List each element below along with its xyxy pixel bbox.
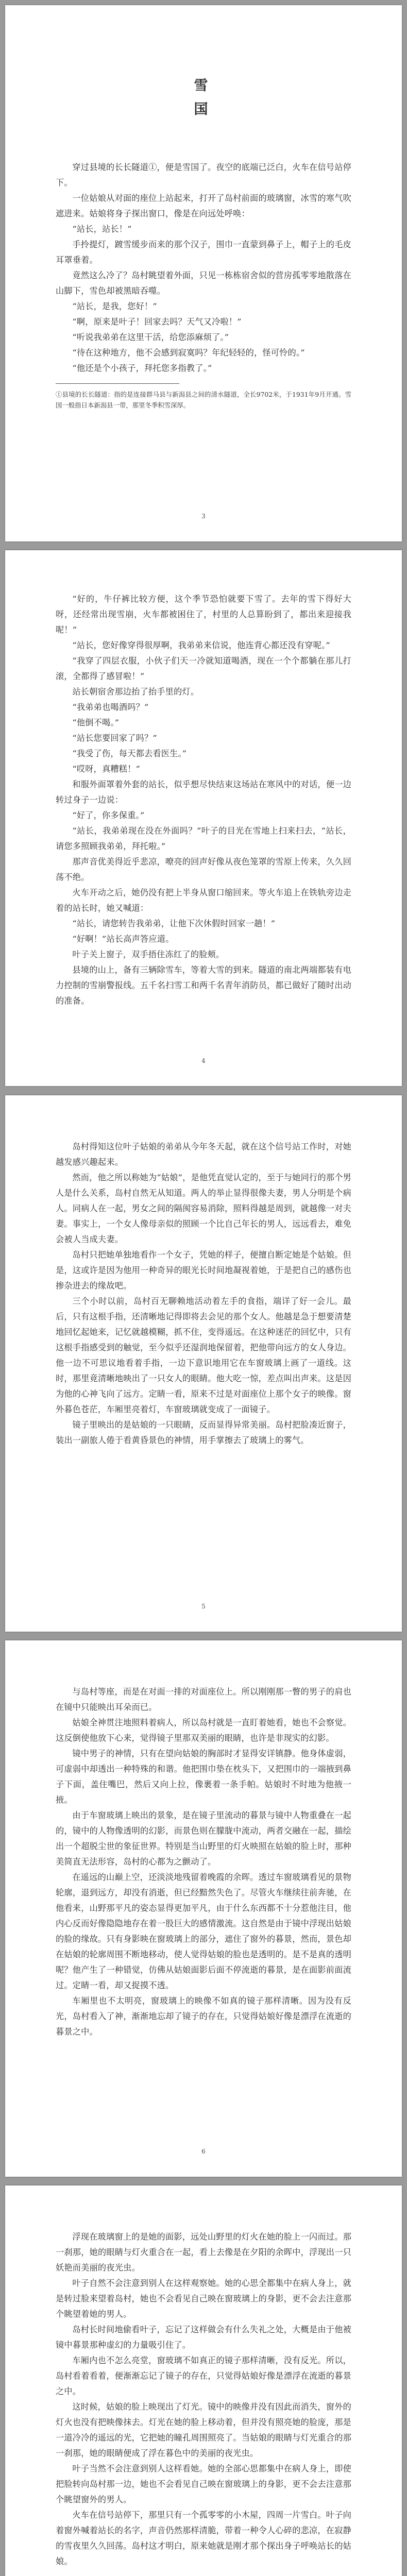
paragraph: “站长，您好像穿得很厚啊，我弟弟来信说，他连背心都还没有穿呢。” [72, 640, 330, 650]
footnote: ①县境的长长隧道：指的是连接群马县与新潟县之间的清水隧道，全长9702米，于1931年9月开通。雪国一般指日本新潟县一带，那里冬季积雪深厚。 [56, 391, 351, 409]
paragraph: “站长您要回家了吗？” [72, 733, 157, 743]
paragraph: 与岛村等座，而是在对面一排的对面座位上。所以刚刚那一瞥的男子的肩也在镜中只能映出耳朵而已。 [56, 1687, 351, 1712]
paragraph: “待在这种地方，他不会感到寂寞吗？年纪轻轻的，怪可怜的。” [72, 348, 305, 358]
paragraph: “站长，站长！” [72, 224, 132, 234]
paragraph: 那声音优美得近乎悲凉，嘹亮的回声好像从夜色笼罩的雪原上传来，久久回荡不绝。 [56, 857, 351, 882]
page-number: 6 [201, 2148, 206, 2155]
paragraph: “站长，请您转告我弟弟，让他下次休假时回家一趟！” [72, 919, 276, 928]
paragraph: 车厢里也不太明亮，窗玻璃上的映像不如真的镜子那样清晰。因为没有反光，岛村看入了神，渐渐地忘却了镜子的存在，只觉得姑娘好像是漂浮在流逝的暮景之中。 [56, 1996, 351, 2037]
document-page-2 [5, 550, 402, 1086]
paragraph: 手拎提灯，踱雪缓步而来的那个汉子，围巾一直蒙到鼻子上，帽子上的毛皮耳罩垂着。 [56, 240, 351, 265]
footnote-divider [56, 383, 179, 384]
page-number: 3 [201, 513, 206, 520]
paragraph: 岛村得知这位叶子姑娘的弟弟从今年冬天起，就在这个信号站工作时，对她越发感兴趣起来。 [56, 1142, 351, 1167]
paragraph: “好了，你多保重。” [72, 810, 145, 820]
paragraph: 一位姑娘从对面的座位上站起来，打开了岛村前面的玻璃窗，冰雪的寒气吹遮进来。姑娘将身子探出窗口，像是在向远处呼唤： [56, 193, 351, 218]
paragraph: 镜中男子的神情，只有在望向姑娘的胸部时才显得安详镇静。他身体虚弱，可虚弱中却透出一种特殊的和谐。他把围巾垫在枕头下，又把围巾的一端掖到鼻子下面，盖住嘴巴，然后又向上拉，像裹着一条手帕。姑娘时不时地为他掖一掖。 [56, 1749, 351, 1805]
paragraph: 镜子里映出的是姑娘的一只眼睛，反而显得异常美丽。岛村把脸凑近窗子，装出一副旅人倦于看黄昏景色的神情，用手掌擦去了玻璃上的雾气。 [56, 1420, 351, 1445]
paragraph: “站长，是我，您好！” [72, 301, 157, 311]
paragraph: 和服外面罩着外套的站长，似乎想尽快结束这场站在寒风中的对话，便一边转过身子一边说： [56, 779, 351, 805]
paragraph: “好的，牛仔裤比较方便，这个季节恐怕就要下雪了。去年的雪下得好大呀，还经常出现雪崩，火车都被困住了，村里的人总算盼到了，都出来迎接我呢！” [56, 594, 351, 635]
paragraph: “站长，我弟弟现在没在外面吗？”叶子的目光在雪地上扫来扫去，“站长，请您多照顾我弟弟，拜托啦。” [56, 826, 351, 851]
page-number: 4 [201, 1057, 206, 1064]
paragraph: “我穿了四层衣服，小伙子们天一冷就知道喝酒，现在一个个都躺在那儿打滚，全都得了感冒啦！” [56, 656, 351, 681]
page-number: 5 [201, 1603, 206, 1610]
paragraph: “他还是个小孩子，拜托您多指教了。” [72, 363, 212, 373]
paragraph: 站长朝宿舍那边抬了抬手里的灯。 [72, 687, 199, 697]
paragraph: “我受了伤，每天都去看医生。” [72, 749, 187, 758]
paragraph: “好啊！”站长高声答应道。 [72, 934, 174, 944]
paragraph: 叶子当然不会注意到别人这样看她。她的全部心思都集中在病人身上，即使把脸转向岛村那一边，她也不会看见自己映在窗玻璃上的身影，更不会去注意那个眺望窗外的男人。 [56, 2464, 351, 2504]
paragraph: 车厢内也不怎么亮堂，窗玻璃不如真正的镜子那样清晰，没有反光。所以，岛村看着看着，便渐渐忘记了镜子的存在，只觉得姑娘好像是漂浮在流逝的暮景之中。 [56, 2355, 351, 2396]
paragraph: 然而，他之所以称她为“姑娘”，是他凭直觉认定的，至于与她同行的那个男人是什么关系，岛村自然无从知道。两人的举止显得很像夫妻，男人分明是个病人。同病人在一起，男女之间的隔阂容易消除，照料得越是周到，就越像一对夫妻。事实上，一个女人像母亲似的照顾一个比自己年长的男人，远远看去，难免会被人当成夫妻。 [56, 1173, 351, 1244]
paragraph: 叶子自然不会注意到别人在这样观察她。她的心思全都集中在病人身上，就是转过脸来望着岛村，她也不会看见自己映在窗玻璃上的身影，更不会去注意那个眺望着她的男人。 [56, 2278, 351, 2319]
paragraph: 在遥远的山巅上空，还淡淡地残留着晚霞的余晖。透过车窗玻璃看见的景物轮廓，退到远方，却没有消逝，但已经黯然失色了。尽管火车继续往前奔驰，在他看来，山野那平凡的姿态显得更加平凡，由于什么东西都不十分惹他注目，他内心反而好像隐隐地存在着一股巨大的感情激流。这自然是由于镜中浮现出姑娘的脸的缘故。只有身影映在窗玻璃上的部分，遮住了窗外的暮景，然而，景色却在姑娘的轮廓周围不断地移动，使人觉得姑娘的脸也是透明的。是不是真的透明呢？他产生了一种错觉，仿佛从姑娘面影后面不停流逝的暮景，是在面影前面流过。定睛一看，却又捉摸不透。 [56, 1872, 351, 1990]
paragraph: “啊，原来是叶子！回家去吗？天气又冷啦！” [72, 317, 242, 327]
document-page-1 [5, 5, 402, 541]
paragraph: 岛村只把她单独地看作一个女子，凭她的样子，便擅自断定她是个姑娘。但是，这或许是因为他用一种奇异的眼光长时间地凝视着她，于是把自己的感伤也掺杂进去的缘故吧。 [56, 1250, 351, 1291]
paragraph: 这时候，姑娘的脸上映现出了灯光。镜中的映像并没有因此而消失，窗外的灯火也没有把映像抹去。灯光在她的脸上移动着，但并没有照亮她的脸庞，那是一道冷冷的遥远的光，它把她的瞳孔周围照亮了。当姑娘的眼睛与灯光重合的那一刹那，她的眼睛便成了浮在暮色中的美丽的夜光虫。 [56, 2402, 351, 2458]
document-page-3 [5, 1095, 402, 1632]
paragraph: 由于车窗玻璃上映出的景象，是在镜子里流动的暮景与镜中人物重叠在一起的，镜中的人物像透明的幻影，而景色则在朦胧中流动，两者交融在一起，描绘出一个超脱尘世的象征世界。特别是当山野里的灯火映照在姑娘的脸上时，那种美简直无法形容，岛村的心都为之颤动了。 [56, 1810, 351, 1867]
document-page-4 [5, 1640, 402, 2177]
paragraph: 岛村长时间地偷看叶子，忘记了这样做会有什么失礼之处，大概是由于他被镜中暮景那种虚幻的力量吸引住了。 [56, 2325, 351, 2350]
paragraph: 火车开动之后，她仍没有把上半身从窗口缩回来。等火车追上在铁轨旁边走着的站长时，她又喊道： [56, 888, 351, 913]
paragraph: 叶子关上窗子，双手捂住冻红了的脸颊。 [72, 950, 225, 959]
paragraph: 县境的山上，备有三辆除雪车，等着大雪的到来。隧道的南北两端都装有电力控制的雪崩警报线。五千名扫雪工和两千名青年消防员，都已做好了随时出动的准备。 [56, 965, 351, 1006]
paragraph: 姑娘全神贯注地照料着病人，所以岛村就是一直盯着她看，她也不会察觉。这反倒使他放下心来，觉得镜子里那双美丽的眼睛，也许是非现实的幻影。 [56, 1718, 351, 1743]
paragraph: 三个小时以前，岛村百无聊赖地活动着左手的食指，端详了好一会儿。最后，只有这根手指，还清晰地记得即将去会见的那个女人。他越是急于想要清楚地回忆起她来，记忆就越模糊，抓不住，变得遥远。在这种迷茫的回忆中，只有这根手指感受到的触觉，至今似乎还湿润地保留着，把他带向远方的女人身边。他一边不可思议地看着手指，一边下意识地用它在车窗玻璃上画了一道线。这时，那里竟清晰地映出了一只女人的眼睛。他大吃一惊，差点叫出声来。这是因为他的心神飞向了远方。定睛一看，原来不过是对面座位上那个女子的映像。窗外暮色苍茫，车厢里亮着灯，车窗玻璃就变成了一面镜子。 [56, 1296, 351, 1414]
paragraph: 浮现在玻璃窗上的是她的面影，远处山野里的灯火在她的脸上一闪而过。那一刹那，她的眼睛与灯火重合在一起，看上去像是在夕阳的余晖中，浮现出一只妖艳而美丽的夜光虫。 [56, 2232, 351, 2273]
chapter-title-line-2: 国 [194, 101, 213, 117]
paragraph: 火车在信号站停下，那里只有一个孤零零的小木屋，四周一片雪白。叶子向着窗外喊着站长的名字，声音仍然那样清脆，带着一种令人心碎的悲凉，在寂静的雪夜里久久回荡。岛村这才明白，原来她就是刚才那个探出身子呼唤站长的姑娘。 [56, 2510, 351, 2566]
document-page-5 [5, 2185, 402, 2576]
paragraph: “他倒不喝。” [72, 718, 120, 727]
paragraph: “我弟弟也喝酒吗？” [72, 702, 149, 712]
paragraph: 竟然这么冷了？岛村眺望着外面，只见一栋栋宿舍似的营房孤零零地散落在山脚下，雪色却被黑暗吞噬。 [56, 270, 351, 296]
chapter-title-line-1: 雪 [194, 78, 213, 94]
paragraph: “哎呀，真糟糕！” [72, 764, 141, 774]
paragraph: “听说我弟弟在这里干活，给您添麻烦了。” [72, 332, 229, 342]
paragraph: 穿过县境的长长隧道①，便是雪国了。夜空的底端已泛白，火车在信号站停下。 [56, 162, 351, 188]
